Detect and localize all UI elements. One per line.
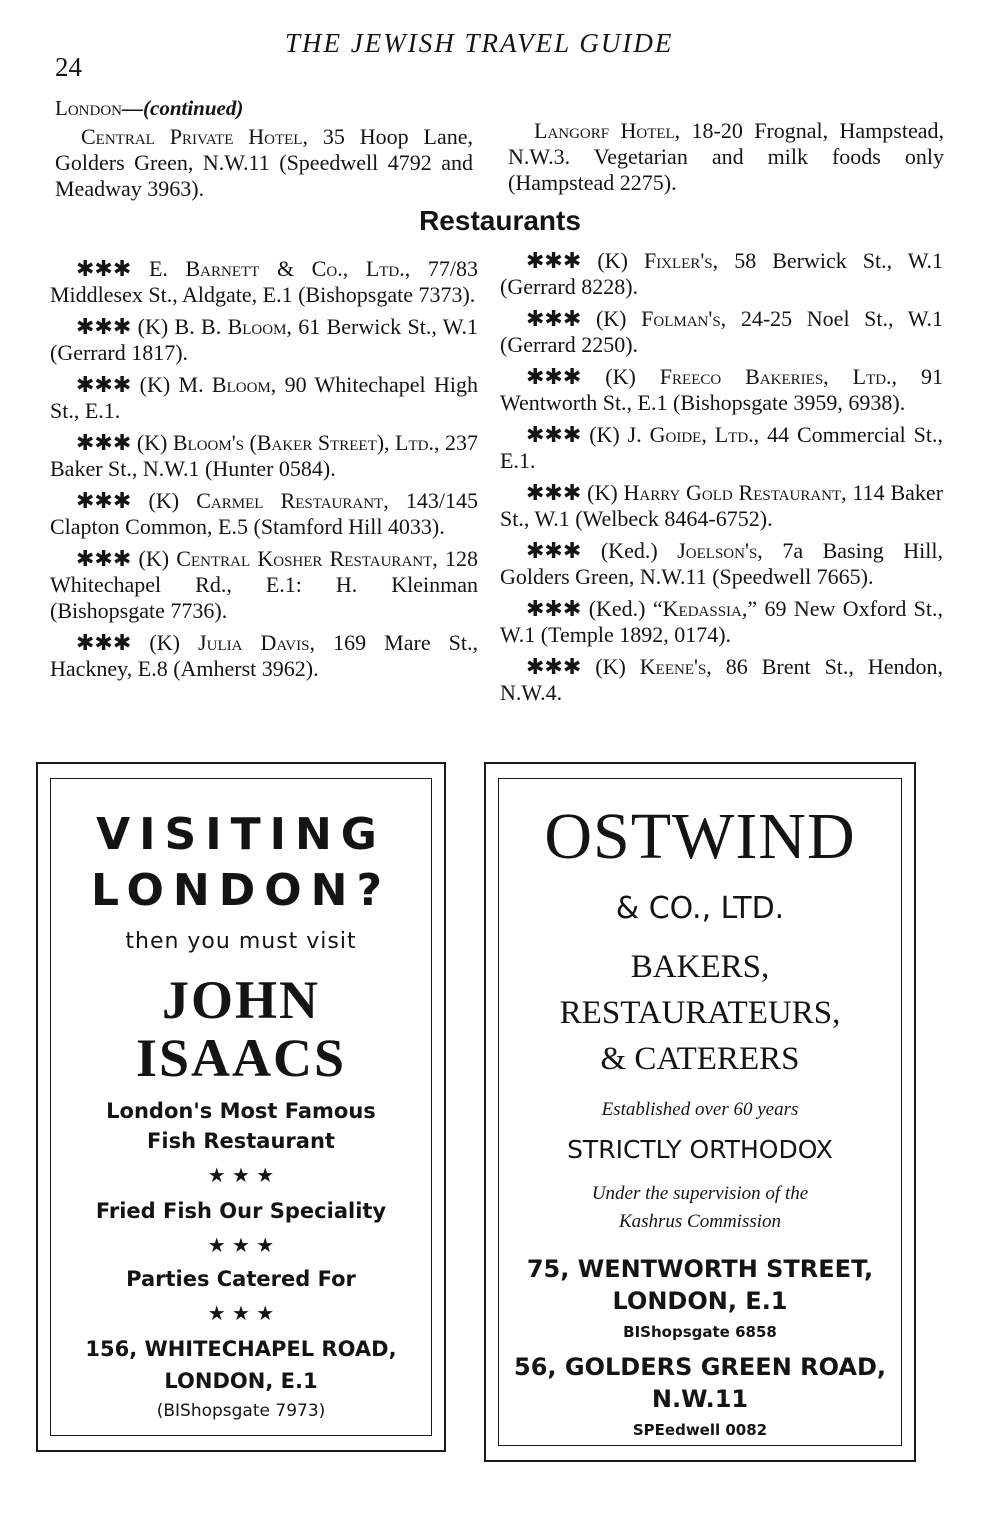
rating-stars: ✱✱✱ bbox=[526, 480, 582, 505]
restaurant-name: “Kedassia,” bbox=[652, 596, 758, 621]
ad-subline: then you must visit bbox=[125, 929, 357, 954]
restaurant-address: 44 Commercial St., E.1. bbox=[500, 422, 943, 473]
ad-inner-frame bbox=[50, 778, 432, 1436]
kosher-tag: (K) bbox=[137, 314, 169, 339]
rating-stars: ✱✱✱ bbox=[76, 314, 132, 339]
restaurant-name: Fixler's, bbox=[643, 248, 719, 273]
ad-tagline: Fish Restaurant bbox=[147, 1129, 335, 1153]
section-continued: —(continued) bbox=[122, 96, 244, 120]
hotel-text: 18-20 Frognal, Hampstead, N.W.3. Vegetarian and milk foods only (Hampstead 2275). bbox=[508, 118, 944, 195]
hotel-entry-langorf bbox=[508, 118, 944, 196]
restaurant-entry bbox=[500, 654, 943, 706]
ad-tagline: Parties Catered For bbox=[126, 1267, 356, 1291]
restaurant-name: M. Bloom, bbox=[178, 372, 277, 397]
kosher-tag: (K) bbox=[148, 488, 180, 513]
ad-supervision: Kashrus Commission bbox=[618, 1211, 782, 1232]
restaurant-entry bbox=[500, 248, 943, 300]
hotel-entry-central bbox=[55, 124, 473, 202]
rating-stars: ✱✱✱ bbox=[76, 430, 132, 455]
hotel-text: 35 Hoop Lane, Golders Green, N.W.11 (Speedwell 4792 and Meadway 3963). bbox=[55, 124, 474, 201]
restaurants-heading: Restaurants bbox=[419, 205, 581, 236]
rating-stars: ✱✱✱ bbox=[76, 488, 132, 513]
restaurant-address: 143/145 Clapton Common, E.5 (Stamford Hill 4033). bbox=[50, 488, 479, 539]
restaurant-brand-name: JOHN bbox=[161, 970, 320, 1030]
ad-phone: (BIShopsgate 7973) bbox=[156, 1401, 326, 1421]
restaurant-entry bbox=[500, 480, 943, 532]
restaurant-name: Carmel Restaurant, bbox=[196, 488, 389, 513]
kosher-tag: (K) bbox=[138, 546, 170, 571]
restaurant-entry bbox=[500, 538, 943, 590]
restaurant-entry bbox=[500, 306, 943, 358]
kosher-tag: (K) bbox=[149, 630, 180, 655]
restaurant-address: 91 Wentworth St., E.1 (Bishopsgate 3959, 6938). bbox=[500, 364, 944, 415]
restaurant-address: 7a Basing Hill, Golders Green, N.W.11 (Speedwell 7665). bbox=[500, 538, 944, 589]
section-city: London bbox=[55, 96, 122, 120]
restaurant-address: 77/83 Middlesex St., Aldgate, E.1 (Bishopsgate 7373). bbox=[50, 256, 478, 307]
kosher-tag: (K) bbox=[595, 654, 626, 679]
kosher-tag: (K) bbox=[597, 248, 628, 273]
rating-stars: ✱✱✱ bbox=[76, 546, 132, 571]
ad-services: & CATERERS bbox=[600, 1041, 800, 1077]
ad-address: LONDON, E.1 bbox=[612, 1287, 788, 1315]
ostwind-advertisement bbox=[484, 762, 916, 1462]
restaurant-entry bbox=[50, 488, 478, 540]
rating-stars: ✱✱✱ bbox=[76, 256, 132, 281]
kosher-tag: (K) bbox=[587, 480, 618, 505]
restaurant-entry bbox=[50, 372, 478, 424]
restaurant-brand-name: ISAACS bbox=[135, 1028, 347, 1088]
restaurant-entry bbox=[500, 364, 943, 416]
ad-company-suffix: & CO., LTD. bbox=[615, 891, 785, 926]
ad-phone: SPEedwell 0082 bbox=[632, 1421, 768, 1439]
restaurant-address: 24-25 Noel St., W.1 (Gerrard 2250). bbox=[500, 306, 944, 357]
kosher-tag: (K) bbox=[139, 372, 171, 397]
ad-inner-frame bbox=[498, 778, 902, 1446]
restaurant-name: Keene's, bbox=[639, 654, 712, 679]
restaurant-name: Central Kosher Restaurant, bbox=[176, 546, 438, 571]
kosher-tag: (K) bbox=[136, 430, 168, 455]
ad-supervision: Under the supervision of the bbox=[591, 1183, 809, 1204]
page-number: 24 bbox=[55, 52, 82, 82]
star-divider-icon: ★ ★ ★ bbox=[207, 1233, 275, 1257]
restaurant-entry bbox=[50, 256, 478, 308]
restaurant-name: B. B. Bloom, bbox=[174, 314, 292, 339]
rating-stars: ✱✱✱ bbox=[526, 306, 582, 331]
hotel-name: Langorf Hotel, bbox=[534, 118, 681, 143]
rating-stars: ✱✱✱ bbox=[526, 596, 582, 621]
john-isaacs-advertisement bbox=[36, 762, 446, 1452]
kosher-tag: (K) bbox=[589, 422, 620, 447]
rating-stars: ✱✱✱ bbox=[526, 364, 582, 389]
ad-headline: VISITING bbox=[96, 809, 386, 860]
ad-address: N.W.11 bbox=[651, 1385, 749, 1413]
restaurant-name: Bloom's (Baker Street), Ltd., bbox=[172, 430, 440, 455]
restaurant-name: Harry Gold Restaurant, bbox=[623, 480, 847, 505]
restaurant-name: Freeco Bakeries, Ltd., bbox=[659, 364, 898, 389]
ad-tagline: Fried Fish Our Speciality bbox=[95, 1199, 387, 1223]
restaurants-left-column bbox=[50, 256, 478, 688]
restaurant-entry bbox=[50, 430, 478, 482]
restaurant-address: 61 Berwick St., W.1 (Gerrard 1817). bbox=[50, 314, 479, 365]
ad-brand-name: OSTWIND bbox=[544, 800, 856, 873]
running-head: THE JEWISH TRAVEL GUIDE bbox=[285, 28, 674, 58]
restaurant-address: 90 Whitechapel High St., E.1. bbox=[50, 372, 478, 423]
rating-stars: ✱✱✱ bbox=[526, 248, 582, 273]
restaurant-address: 237 Baker St., N.W.1 (Hunter 0584). bbox=[50, 430, 478, 481]
ad-orthodox: STRICTLY ORTHODOX bbox=[567, 1135, 833, 1164]
ad-address: 56, GOLDERS GREEN ROAD, bbox=[514, 1353, 886, 1381]
ad-established: Established over 60 years bbox=[601, 1099, 799, 1120]
kosher-tag: (K) bbox=[605, 364, 636, 389]
ad-headline: LONDON? bbox=[91, 865, 391, 916]
ad-address: LONDON, E.1 bbox=[164, 1369, 318, 1393]
ad-phone: BIShopsgate 6858 bbox=[623, 1323, 777, 1341]
restaurant-name: E. Barnett & Co., Ltd., bbox=[148, 256, 411, 281]
ad-services: BAKERS, bbox=[630, 949, 770, 985]
restaurant-address: 86 Brent St., Hendon, N.W.4. bbox=[500, 654, 944, 705]
restaurant-entry bbox=[50, 546, 478, 624]
rating-stars: ✱✱✱ bbox=[526, 654, 582, 679]
rating-stars: ✱✱✱ bbox=[526, 538, 582, 563]
restaurant-address: 114 Baker St., W.1 (Welbeck 8464-6752). bbox=[500, 480, 944, 531]
rating-stars: ✱✱✱ bbox=[76, 372, 132, 397]
restaurant-entry bbox=[50, 630, 478, 682]
section-label bbox=[55, 96, 243, 121]
ad-tagline: London's Most Famous bbox=[106, 1099, 376, 1123]
restaurant-entry bbox=[500, 422, 943, 474]
restaurant-address: 128 Whitechapel Rd., E.1: H. Kleinman (Bishopsgate 7736). bbox=[50, 546, 478, 623]
restaurant-name: Julia Davis, bbox=[198, 630, 315, 655]
restaurant-address: 169 Mare St., Hackney, E.8 (Amherst 3962). bbox=[50, 630, 479, 681]
restaurant-name: Folman's, bbox=[641, 306, 727, 331]
restaurants-right-column bbox=[500, 248, 943, 712]
ad-address: 156, WHITECHAPEL ROAD, bbox=[85, 1337, 397, 1361]
restaurant-entry bbox=[500, 596, 943, 648]
rating-stars: ✱✱✱ bbox=[526, 422, 582, 447]
restaurant-name: J. Goide, Ltd., bbox=[627, 422, 760, 447]
hotel-name: Central Private Hotel, bbox=[81, 124, 308, 149]
star-divider-icon: ★ ★ ★ bbox=[207, 1301, 275, 1325]
ad-address: 75, WENTWORTH STREET, bbox=[526, 1255, 874, 1283]
restaurant-name: Joelson's, bbox=[677, 538, 763, 563]
restaurant-address: 58 Berwick St., W.1 (Gerrard 8228). bbox=[500, 248, 944, 299]
restaurant-address: 69 New Oxford St., W.1 (Temple 1892, 0174). bbox=[500, 596, 944, 647]
kosher-tag: (Ked.) bbox=[588, 596, 646, 621]
kosher-tag: (K) bbox=[595, 306, 627, 331]
star-divider-icon: ★ ★ ★ bbox=[207, 1163, 275, 1187]
kosher-tag: (Ked.) bbox=[600, 538, 658, 563]
ad-services: RESTAURATEURS, bbox=[559, 995, 841, 1031]
restaurant-entry bbox=[50, 314, 478, 366]
rating-stars: ✱✱✱ bbox=[76, 630, 132, 655]
